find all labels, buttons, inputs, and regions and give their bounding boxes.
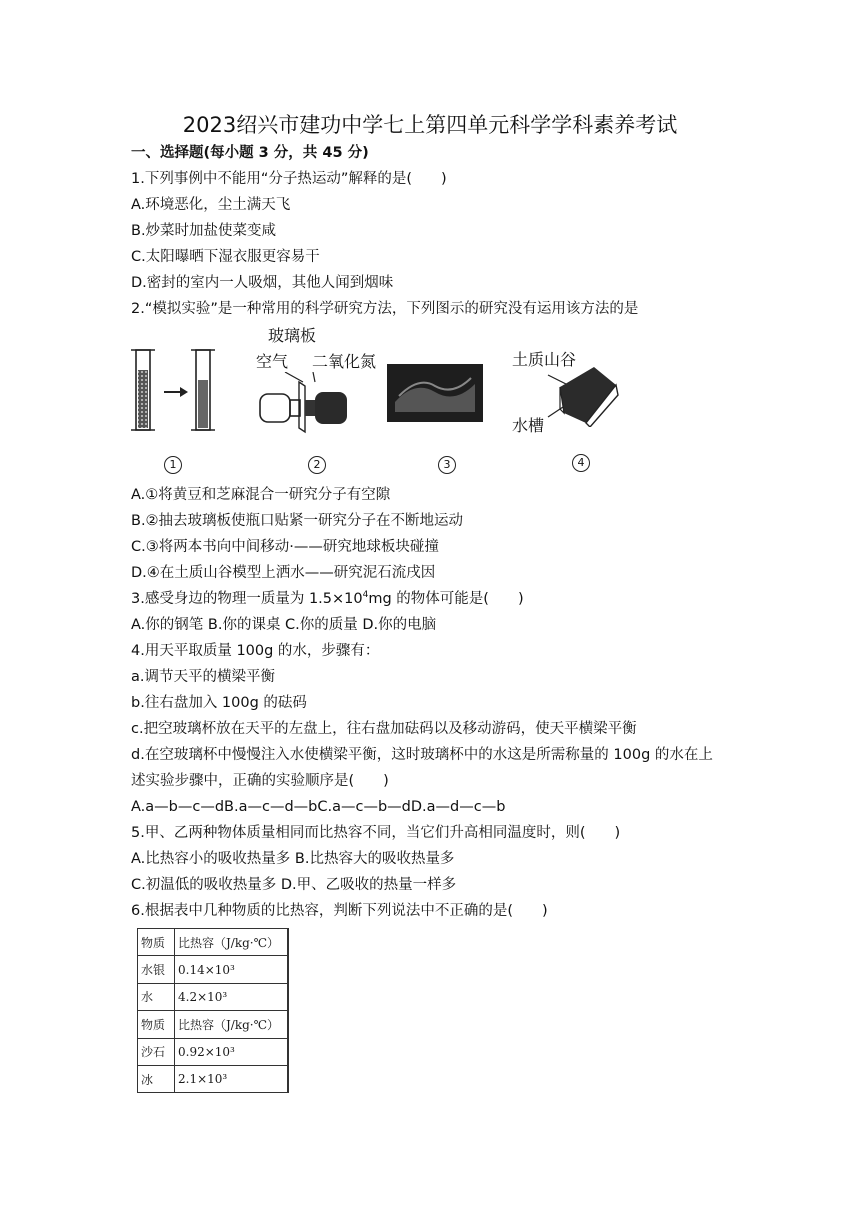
question-4-step-c: c.把空玻璃杯放在天平的左盘上，往右盘加砝码以及移动游码，使天平横梁平衡 [131, 721, 637, 737]
label-nitrogen-dioxide: 二氧化氮 [312, 352, 377, 371]
page-title: 2023绍兴市建功中学七上第四单元科学学科素养考试 [182, 113, 678, 137]
question-4-continuation: 述实验步骤中，正确的实验顺序是( ) [131, 773, 389, 789]
question-1-option-a: A.环境恶化，尘土满天飞 [131, 197, 291, 213]
question-5-stem: 5.甲、乙两种物体质量相同而比热容不同，当它们升高相同温度时，则( ) [131, 825, 621, 841]
question-3-stem-tail: mg 的物体可能是( ) [368, 591, 524, 607]
question-2-option-b: B.②抽去玻璃板使瓶口贴紧一研究分子在不断地运动 [131, 513, 464, 529]
question-2-stem: 2.“模拟实验”是一种常用的科学研究方法，下列图示的研究没有运用该方法的是 [131, 301, 639, 317]
question-1-option-d: D.密封的室内一人吸烟，其他人闻到烟味 [131, 275, 394, 291]
specific-heat-table [137, 928, 289, 1093]
figure-cylinders [128, 342, 223, 442]
figure-number-3: 3 [438, 456, 456, 474]
question-1-stem: 1.下列事例中不能用“分子热运动”解释的是( ) [131, 171, 447, 187]
table-row [138, 1038, 289, 1065]
table-cell: 冰 [138, 1065, 175, 1092]
table-cell: 比热容（J/kg·℃） [175, 1011, 288, 1038]
question-3-stem [131, 588, 524, 610]
question-2-option-a: A.①将黄豆和芝麻混合一研究分子有空隙 [131, 487, 391, 503]
label-air: 空气 [256, 352, 289, 371]
label-soil-valley: 土质山谷 [512, 350, 577, 369]
table-cell: 4.2×10³ [175, 983, 288, 1010]
question-5-options-ab: A.比热容小的吸收热量多 B.比热容大的吸收热量多 [131, 851, 455, 867]
table-cell: 水 [138, 983, 175, 1010]
table-cell: 比热容（J/kg·℃） [175, 929, 288, 956]
label-water-trough: 水槽 [512, 416, 545, 435]
table-cell: 水银 [138, 956, 175, 983]
table-cell: 物质 [138, 1011, 175, 1038]
figure-soil-valley [530, 365, 620, 427]
question-4-options: A.a—b—c—dB.a—c—d—bC.a—c—b—dD.a—d—c—b [131, 799, 506, 815]
question-3-stem-text: 3.感受身边的物理一质量为 1.5×10 [131, 591, 363, 607]
table-row [138, 956, 289, 983]
figure-number-1: 1 [164, 456, 182, 474]
figure-bottles [255, 372, 355, 442]
table-row [138, 1011, 289, 1038]
table-cell: 物质 [138, 929, 175, 956]
table-row [138, 983, 289, 1010]
question-1-option-b: B.炒菜时加盐使菜变咸 [131, 223, 277, 239]
table-cell: 沙石 [138, 1038, 175, 1065]
question-2-option-c: C.③将两本书向中间移动·——研究地球板块碰撞 [131, 539, 439, 555]
table-row [138, 1065, 289, 1092]
question-4-step-b: b.往右盘加入 100g 的砝码 [131, 695, 307, 711]
table-cell: 0.14×10³ [175, 956, 288, 983]
question-5-options-cd: C.初温低的吸收热量多 D.甲、乙吸收的热量一样多 [131, 877, 457, 893]
question-3-options: A.你的钢笔 B.你的课桌 C.你的质量 D.你的电脑 [131, 617, 437, 633]
figure-number-2: 2 [308, 456, 326, 474]
question-4-step-d: d.在空玻璃杯中慢慢注入水使横梁平衡，这时玻璃杯中的水这是所需称量的 100g 的水在上 [131, 747, 713, 763]
table-cell: 0.92×10³ [175, 1038, 288, 1065]
section-heading: 一、选择题(每小题 3 分，共 45 分) [131, 145, 369, 161]
figure-number-4: 4 [572, 454, 590, 472]
question-6-stem: 6.根据表中几种物质的比热容，判断下列说法中不正确的是( ) [131, 903, 548, 919]
question-2-option-d: D.④在土质山谷模型上洒水——研究泥石流戌因 [131, 565, 436, 581]
question-4-stem: 4.用天平取质量 100g 的水，步骤有： [131, 643, 380, 659]
question-3-exponent: 4 [362, 590, 369, 601]
question-1-option-c: C.太阳曝晒下湿衣服更容易干 [131, 249, 320, 265]
question-4-step-a: a.调节天平的横梁平衡 [131, 669, 275, 685]
table-row [138, 929, 289, 956]
figure-books [385, 362, 485, 424]
label-glass-plate: 玻璃板 [268, 326, 317, 345]
table-cell: 2.1×10³ [175, 1065, 288, 1092]
